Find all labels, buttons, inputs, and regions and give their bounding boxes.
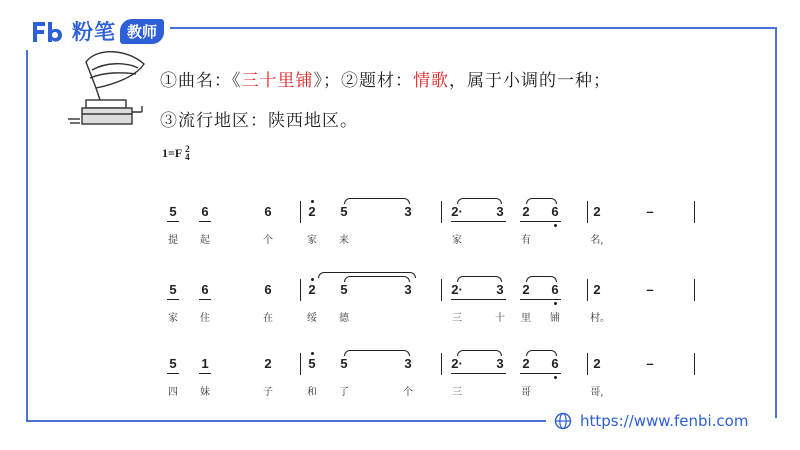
octave-dot bbox=[554, 224, 557, 227]
intro-part2: 》；②题材： bbox=[313, 71, 413, 91]
lyric-syllable: 名, bbox=[590, 235, 604, 246]
score-note: 2 bbox=[593, 282, 601, 297]
score-note: 2 bbox=[593, 356, 601, 371]
lyric-syllable: 里 bbox=[521, 313, 531, 324]
time-signature bbox=[185, 145, 190, 161]
slur bbox=[344, 198, 410, 204]
eighth-underline bbox=[199, 221, 211, 222]
lyric-syllable: 绥 bbox=[307, 313, 317, 324]
frame-left-border bbox=[26, 50, 28, 420]
song-title: 三十里铺 bbox=[241, 71, 314, 91]
lyric-syllable: 哥 bbox=[521, 387, 531, 398]
octave-dot bbox=[554, 376, 557, 379]
logo-text: 粉笔 bbox=[72, 20, 116, 44]
intro-part3: ，属于小调的一种； bbox=[449, 71, 611, 91]
bar-line bbox=[300, 201, 301, 223]
bar-line bbox=[300, 279, 301, 301]
score-note: 2· bbox=[451, 204, 463, 219]
lyric-syllable: 铺 bbox=[550, 313, 560, 324]
score-note: 5 bbox=[169, 282, 177, 297]
lyric-syllable: 三 bbox=[452, 387, 462, 398]
lyric-syllable: 来 bbox=[339, 235, 349, 246]
lyric-syllable: 家 bbox=[307, 235, 317, 246]
lyric-syllable: 有 bbox=[521, 235, 531, 246]
slur bbox=[457, 276, 502, 282]
lyric-syllable: 个 bbox=[403, 387, 413, 398]
slur bbox=[344, 350, 410, 356]
eighth-underline bbox=[520, 299, 561, 300]
bar-line bbox=[694, 201, 695, 223]
score-note: 6 bbox=[264, 204, 272, 219]
slur bbox=[526, 198, 557, 204]
time-signature-top: 2 bbox=[185, 144, 190, 154]
eighth-underline bbox=[199, 299, 211, 300]
score-note: 6 bbox=[551, 356, 559, 371]
octave-dot bbox=[311, 200, 314, 203]
lyric-syllable: 个 bbox=[263, 235, 273, 246]
octave-dot bbox=[311, 352, 314, 355]
score-note: 6 bbox=[264, 282, 272, 297]
intro-line-2: ③流行地区：陕西地区。 bbox=[160, 111, 358, 131]
frame-top-border bbox=[170, 27, 777, 29]
frame-bottom-border bbox=[26, 420, 546, 422]
bar-line bbox=[441, 279, 442, 301]
bar-line bbox=[587, 353, 588, 375]
intro-part1: ①曲名：《 bbox=[160, 71, 242, 91]
eighth-underline bbox=[167, 373, 179, 374]
lyric-syllable: 子 bbox=[263, 387, 273, 398]
eighth-underline bbox=[451, 373, 506, 374]
footer-url-text: https://www.fenbi.com bbox=[580, 412, 749, 430]
tempo-marking bbox=[162, 145, 190, 161]
score-note: 3 bbox=[404, 204, 412, 219]
bar-line bbox=[694, 279, 695, 301]
fenbi-logo-icon bbox=[30, 18, 70, 44]
song-subject: 情歌 bbox=[413, 71, 449, 91]
lyric-syllable: 了 bbox=[339, 387, 349, 398]
eighth-underline bbox=[167, 299, 179, 300]
lyric-syllable: 哥, bbox=[590, 387, 604, 398]
score-note: 2· bbox=[451, 282, 463, 297]
octave-dot bbox=[554, 302, 557, 305]
lyric-syllable: 起 bbox=[200, 235, 210, 246]
score-note: 3 bbox=[496, 282, 504, 297]
lyric-syllable: 十 bbox=[495, 313, 505, 324]
score-note: 2 bbox=[522, 204, 530, 219]
bar-line bbox=[300, 353, 301, 375]
time-signature-bottom: 4 bbox=[185, 152, 190, 162]
bar-line bbox=[441, 201, 442, 223]
eighth-underline bbox=[520, 373, 561, 374]
lyric-syllable: 村。 bbox=[590, 313, 610, 324]
lyric-syllable: 四 bbox=[168, 387, 178, 398]
score-note: 2 bbox=[522, 282, 530, 297]
lyric-syllable: 家 bbox=[452, 235, 462, 246]
footer-url[interactable] bbox=[554, 412, 748, 430]
score-note: 2 bbox=[593, 204, 601, 219]
score-note: 5 bbox=[340, 356, 348, 371]
score-note: 1 bbox=[201, 356, 209, 371]
slur bbox=[526, 350, 557, 356]
globe-icon bbox=[554, 412, 572, 430]
phonograph-icon bbox=[66, 48, 152, 130]
score-note: 3 bbox=[496, 204, 504, 219]
bar-line bbox=[587, 279, 588, 301]
score-note: 6 bbox=[201, 204, 209, 219]
slur bbox=[457, 198, 502, 204]
logo-badge: 教师 bbox=[120, 19, 164, 44]
score-note: 2 bbox=[264, 356, 272, 371]
score-note: 5 bbox=[169, 204, 177, 219]
score-note: 2 bbox=[308, 204, 316, 219]
lyric-syllable: 在 bbox=[263, 313, 273, 324]
octave-dot bbox=[311, 278, 314, 281]
score-note: 6 bbox=[201, 282, 209, 297]
score-note: 3 bbox=[496, 356, 504, 371]
lyric-syllable: 住 bbox=[200, 313, 210, 324]
score-note: 5 bbox=[340, 204, 348, 219]
bar-line bbox=[441, 353, 442, 375]
score-note: – bbox=[646, 282, 654, 297]
fenbi-logo[interactable] bbox=[30, 14, 164, 48]
score-note: 2 bbox=[308, 282, 316, 297]
intro-line-1 bbox=[160, 66, 611, 91]
slur bbox=[457, 350, 502, 356]
score-note: 5 bbox=[308, 356, 316, 371]
score-note: 2 bbox=[522, 356, 530, 371]
key-signature: 1=F bbox=[162, 145, 183, 160]
bar-line bbox=[694, 353, 695, 375]
eighth-underline bbox=[199, 373, 211, 374]
bar-line bbox=[587, 201, 588, 223]
score-note: 3 bbox=[404, 282, 412, 297]
score-note: 5 bbox=[340, 282, 348, 297]
eighth-underline bbox=[167, 221, 179, 222]
score-note: – bbox=[646, 356, 654, 371]
slur bbox=[526, 276, 557, 282]
lyric-syllable: 三 bbox=[452, 313, 462, 324]
lyric-syllable: 提 bbox=[168, 235, 178, 246]
score-note: – bbox=[646, 204, 654, 219]
eighth-underline bbox=[451, 299, 506, 300]
score-note: 2· bbox=[451, 356, 463, 371]
lyric-syllable: 和 bbox=[307, 387, 317, 398]
slur bbox=[318, 272, 416, 278]
frame-right-border bbox=[775, 27, 777, 418]
lyric-syllable: 家 bbox=[168, 313, 178, 324]
lyric-syllable: 德 bbox=[339, 313, 349, 324]
eighth-underline bbox=[520, 221, 561, 222]
score-note: 6 bbox=[551, 282, 559, 297]
score-note: 3 bbox=[404, 356, 412, 371]
score-note: 5 bbox=[169, 356, 177, 371]
eighth-underline bbox=[451, 221, 506, 222]
score-note: 6 bbox=[551, 204, 559, 219]
lyric-syllable: 妹 bbox=[200, 387, 210, 398]
